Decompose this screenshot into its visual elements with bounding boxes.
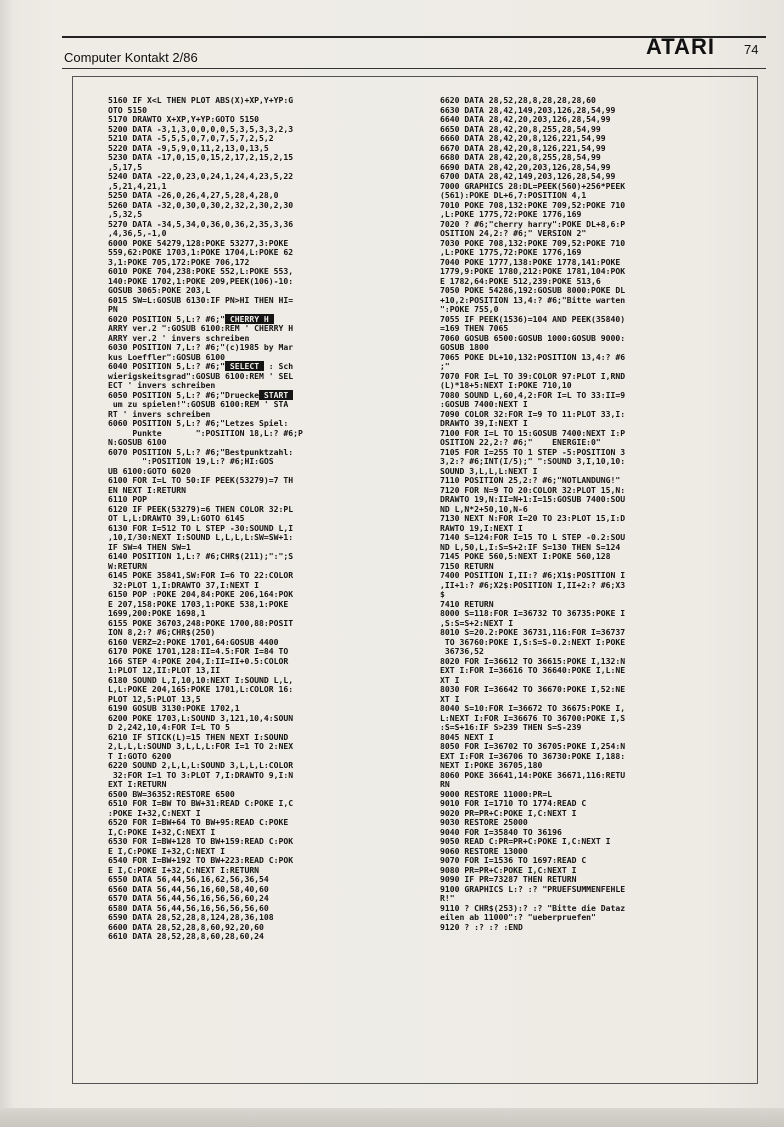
code-line: ND L,50,L,I:S=S+2:IF S=130 THEN S=124	[440, 541, 621, 552]
code-line: :POKE I+32,C:NEXT I	[108, 807, 201, 818]
brand-heading: ATARI	[646, 34, 715, 59]
code-line: E 207,158:POKE 1703,1:POKE 538,1:POKE	[108, 598, 289, 609]
code-line: PN	[108, 304, 118, 314]
code-line: 1699,200:POKE 1698,1	[108, 608, 206, 618]
code-line: 5160 IF X<L THEN PLOT ABS(X)+XP,Y+YP:G	[108, 95, 294, 105]
code-line: EXT I:FOR I=36616 TO 36640:POKE I,L:NE	[440, 665, 626, 675]
code-line: 6130 FOR I=512 TO L STEP -30:SOUND L,I	[108, 522, 294, 533]
code-line: eilen ab 11000":? "ueberpruefen"	[440, 912, 596, 922]
code-line: ,L:POKE 1775,72:POKE 1776,169	[440, 209, 582, 219]
code-line: 5210 DATA -5,5,5,0,7,0,7,5,7,2,5,2	[108, 133, 274, 143]
code-line: 7110 POSITION 25,2:? #6;"NOTLANDUNG!"	[440, 475, 621, 485]
code-line: 8040 S=10:FOR I=36672 TO 36675:POKE I,	[440, 703, 626, 713]
code-line: 8050 FOR I=36702 TO 36705:POKE I,254:N	[440, 741, 626, 751]
code-line: 6020 POSITION 5,L:? #6;" CHERRY H	[108, 313, 274, 324]
code-line: 5260 DATA -32,0,30,0,30,2,32,2,30,2,30	[108, 199, 294, 210]
code-line: NEXT I:POKE 36705,180	[440, 760, 543, 770]
code-line: 8020 FOR I=36612 TO 36615:POKE I,132:N	[440, 655, 626, 666]
code-line: EXT I:RETURN	[108, 779, 167, 789]
code-line: 6630 DATA 28,42,149,203,126,28,54,99	[440, 104, 616, 115]
code-line: ,10,I/30:NEXT I:SOUND L,L,L,L:SW=SW+1:	[108, 532, 294, 542]
code-line: OSITION 24,2:? #6;" VERSION 2"	[440, 228, 587, 238]
code-line: 6570 DATA 56,44,56,16,56,56,60,24	[108, 893, 269, 903]
code-line: 8000 S=118:FOR I=36732 TO 36735:POKE I	[440, 608, 626, 618]
code-line: 9110 ? CHR$(253):? :? "Bitte die Dataz	[440, 902, 626, 913]
code-line: I,C:POKE I+32,C:NEXT I	[108, 826, 216, 837]
code-line: $	[440, 589, 445, 599]
inverse-text: SELECT	[224, 361, 264, 371]
code-line: 6015 SW=L:GOSUB 6130:IF PN>HI THEN HI=	[108, 294, 294, 305]
code-line: 6100 FOR I=L TO 50:IF PEEK(53279)=7 TH	[108, 475, 294, 485]
code-line: 9050 READ C:PR=PR+C:POKE I,C:NEXT I	[440, 836, 611, 846]
code-line: 7090 COLOR 32:FOR I=9 TO 11:PLOT 33,I:	[440, 408, 626, 419]
code-line: OSITION 22,2:? #6;" ENERGIE:0"	[440, 437, 601, 447]
code-line: 32:FOR I=1 TO 3:PLOT 7,I:DRAWTO 9,I:N	[108, 769, 294, 780]
code-line: 7150 RETURN	[440, 560, 494, 571]
code-line: 9030 RESTORE 25000	[440, 817, 528, 827]
code-line: 1779,9:POKE 1780,212:POKE 1781,104:POK	[440, 266, 626, 276]
code-line: 6030 POSITION 7,L:? #6;"(c)1985 by Mar	[108, 342, 294, 352]
code-line: 6620 DATA 28,52,28,8,28,28,28,60	[440, 95, 596, 105]
code-line: 7145 POKE 560,5:NEXT I:POKE 560,128	[440, 551, 611, 561]
code-line: 6180 SOUND L,I,10,10:NEXT I:SOUND L,L,	[108, 674, 294, 685]
code-line: D 2,242,10,4:FOR I=L TO 5	[108, 722, 230, 732]
code-line: W:RETURN	[108, 560, 147, 571]
code-line: ,4,36,5,-1,0	[108, 228, 167, 238]
code-line: 6640 DATA 28,42,20,203,126,28,54,99	[440, 114, 611, 124]
code-line: 6150 POP :POKE 204,84:POKE 206,164:POK	[108, 589, 294, 599]
code-line: 6060 POSITION 5,L:? #6;"Letzes Spiel:	[108, 418, 289, 428]
code-line: 7130 NEXT N:FOR I=20 TO 23:PLOT 15,I:D	[440, 513, 626, 523]
code-line: 9090 IF PR=73287 THEN RETURN	[440, 874, 577, 884]
code-line: 5200 DATA -3,1,3,0,0,0,0,5,3,5,3,3,2,3	[108, 123, 294, 134]
code-line: ,5,32,5	[108, 209, 143, 219]
code-line: 6600 DATA 28,52,28,8,60,92,20,60	[108, 921, 264, 932]
code-line: 6680 DATA 28,42,20,8,255,28,54,99	[440, 152, 601, 162]
code-line: 6500 BW=36352:RESTORE 6500	[108, 788, 235, 799]
code-line: ,II+1:? #6;X2$:POSITION I,II+2:? #6;X3	[440, 579, 626, 590]
code-line: RAWTO 19,I:NEXT I	[440, 522, 523, 533]
code-line: (L)*18+5:NEXT I:POKE 710,10	[440, 380, 572, 390]
inverse-text: CHERRY H	[224, 313, 274, 324]
code-line: 166 STEP 4:POKE 204,I:II=II+0.5:COLOR	[108, 655, 289, 666]
code-line: EN NEXT I:RETURN	[108, 484, 186, 495]
code-line: 7040 POKE 1777,138:POKE 1778,141:POKE	[440, 256, 621, 267]
code-line: Punkte ":POSITION 18,L:? #6;P	[108, 427, 303, 438]
code-line: 6160 VERZ=2:POKE 1701,64:GOSUB 4400	[108, 636, 279, 647]
code-fragment: : Sch	[263, 361, 294, 371]
code-line: 5240 DATA -22,0,23,0,24,1,24,4,23,5,22	[108, 171, 294, 181]
code-line: 6700 DATA 28,42,149,203,126,28,54,99	[440, 171, 616, 181]
inverse-text: START	[259, 389, 294, 400]
code-line: 6540 FOR I=BW+192 TO BW+223:READ C:POK	[108, 855, 294, 865]
code-line: um zu spielen!":GOSUB 6100:REM ' STA	[108, 399, 289, 409]
code-line: 9080 PR=PR+C:POKE I,C:NEXT I	[440, 864, 577, 875]
code-line: 7410 RETURN	[440, 598, 494, 609]
header-under-rule	[62, 68, 766, 69]
code-line: :S=S+16:IF S>239 THEN S=S-239	[440, 722, 582, 732]
code-line: TO 36760:POKE I,S:S=S-0.2:NEXT I:POKE	[440, 636, 626, 647]
code-line: 6650 DATA 28,42,20,8,255,28,54,99	[440, 123, 601, 134]
code-line: 6155 POKE 36703,248:POKE 1700,88:POSIT	[108, 617, 294, 628]
code-line: 5170 DRAWTO X+XP,Y+YP:GOTO 5150	[108, 114, 260, 124]
code-line: 6040 POSITION 5,L:? #6;" SELECT : Sch	[108, 361, 294, 371]
code-line: 2,L,L,L:SOUND 3,L,L,L:FOR I=1 TO 2:NEX	[108, 741, 294, 751]
code-line: (561):POKE DL+6,7:POSITION 4,1	[440, 190, 587, 200]
code-line: wierigskeitsgrad":GOSUB 6100:REM ' SEL	[108, 370, 294, 381]
code-line: 3,2:? #6;INT(I/5);" ":SOUND 3,I,10,10:	[440, 456, 626, 466]
code-line: 6070 POSITION 5,L:? #6;"Bestpunktzahl:	[108, 446, 294, 457]
code-line: ARRY ver.2 ":GOSUB 6100:REM ' CHERRY H	[108, 323, 294, 333]
code-line: R!"	[440, 893, 455, 903]
code-line: 7020 ? #6;"cherry harry":POKE DL+8,6:P	[440, 218, 626, 229]
code-line: 7065 POKE DL+10,132:POSITION 13,4:? #6	[440, 351, 626, 362]
code-line: RN	[440, 779, 450, 789]
code-line: XT I	[440, 674, 460, 685]
code-line: ":POKE 755,0	[440, 304, 499, 314]
code-line: 6560 DATA 56,44,56,16,60,58,40,60	[108, 883, 269, 894]
code-line: 7100 FOR I=L TO 15:GOSUB 7400:NEXT I:P	[440, 427, 626, 438]
code-line: 1:PLOT 12,II:PLOT 13,II	[108, 665, 221, 675]
code-line: 8010 S=20.2:POKE 36731,116:FOR I=36737	[440, 627, 626, 637]
code-line: 6520 FOR I=BW+64 TO BW+95:READ C:POKE	[108, 817, 289, 827]
magazine-issue-title: Computer Kontakt 2/86	[64, 50, 198, 65]
code-line: 6050 POSITION 5,L:? #6;"Druecke START	[108, 389, 294, 400]
code-line: 9020 PR=PR+C:POKE I,C:NEXT I	[440, 807, 577, 818]
code-line: =169 THEN 7065	[440, 323, 509, 333]
code-line: 7060 GOSUB 6500:GOSUB 1000:GOSUB 9000:	[440, 332, 626, 343]
code-line: 7055 IF PEEK(1536)=104 AND PEEK(35840)	[440, 313, 626, 324]
code-line: 140:POKE 1702,1:POKE 209,PEEK(106)-10:	[108, 275, 294, 286]
code-line: 5270 DATA -34,5,34,0,36,0,36,2,35,3,36	[108, 218, 294, 229]
code-line: 9120 ? :? :? :END	[440, 921, 523, 932]
code-line: 6145 POKE 35841,SW:FOR I=6 TO 22:COLOR	[108, 570, 294, 580]
code-line: 6140 POSITION 1,L:? #6;CHR$(211);":";S	[108, 551, 294, 561]
code-line: 7400 POSITION I,II:? #6;X1$:POSITION I	[440, 570, 626, 580]
code-line: ND L,N*2+50,10,N-6	[440, 503, 528, 514]
code-line: GOSUB 3065:POKE 203,L	[108, 285, 211, 295]
code-line: XT I	[440, 693, 460, 704]
code-line: 7070 FOR I=L TO 39:COLOR 97:PLOT I,RND	[440, 370, 626, 381]
code-line: ":POSITION 19,L:? #6;HI:GOS	[108, 456, 274, 466]
code-line: OT L,L:DRAWTO 39,L:GOTO 6145	[108, 513, 245, 523]
code-line: N:GOSUB 6100	[108, 437, 167, 447]
code-line: EXT I:FOR I=36706 TO 36730:POKE I,188:	[440, 750, 626, 761]
code-line: 9040 FOR I=35840 TO 36196	[440, 826, 562, 837]
code-line: 6110 POP	[108, 494, 147, 504]
code-line: 5230 DATA -17,0,15,0,15,2,17,2,15,2,15	[108, 152, 294, 162]
code-line: 8045 NEXT I	[440, 731, 494, 742]
code-line: 6190 GOSUB 3130:POKE 1702,1	[108, 703, 240, 713]
code-line: OTO 5150	[108, 104, 147, 115]
code-line: 6510 FOR I=BW TO BW+31:READ C:POKE I,C	[108, 798, 294, 808]
code-line: PLOT 12,5:PLOT 13,5	[108, 693, 201, 704]
code-line: 5220 DATA -9,5,9,0,11,2,13,0,13,5	[108, 142, 269, 153]
code-line: E I,C:POKE I+32,C:NEXT I	[108, 845, 225, 856]
code-line: SOUND 3,L,L,L:NEXT I	[440, 465, 538, 476]
code-line: 3,1:POKE 705,172:POKE 706,172	[108, 256, 250, 267]
code-line: 7010 POKE 708,132:POKE 709,52:POKE 710	[440, 199, 626, 210]
code-line: 7000 GRAPHICS 28:DL=PEEK(560)+256*PEEK	[440, 180, 626, 191]
code-line: kus Loeffler":GOSUB 6100	[108, 351, 225, 362]
code-line: 7030 POKE 708,132:POKE 709,52:POKE 710	[440, 237, 626, 248]
code-line: 6610 DATA 28,52,28,8,60,28,60,24	[108, 931, 264, 941]
code-line: ,S:S=S+2:NEXT I	[440, 617, 514, 628]
code-line: 6210 IF STICK(L)=15 THEN NEXT I:SOUND	[108, 731, 289, 742]
code-line: 6010 POKE 704,238:POKE 552,L:POKE 553,	[108, 266, 294, 276]
page-number: 74	[744, 42, 759, 57]
code-line: L,L:POKE 204,165:POKE 1701,L:COLOR 16:	[108, 684, 294, 694]
code-line: RT ' invers schreiben	[108, 408, 211, 419]
code-line: 7105 FOR I=255 TO 1 STEP -5:POSITION 3	[440, 446, 626, 457]
code-line: 6170 POKE 1701,128:II=4.5:FOR I=84 TO	[108, 646, 289, 656]
code-line: +10,2:POSITION 13,4:? #6;"Bitte warten	[440, 294, 626, 305]
code-line: 7140 S=124:FOR I=15 TO L STEP -0.2:SOU	[440, 532, 626, 542]
code-line: 9060 RESTORE 13000	[440, 845, 528, 856]
code-line: ;"	[440, 361, 450, 371]
code-line: IF SW=4 THEN SW=1	[108, 541, 191, 552]
code-line: E I,C:POKE I+32,C:NEXT I:RETURN	[108, 864, 260, 875]
code-line: 9010 FOR I=1710 TO 1774:READ C	[440, 798, 587, 808]
code-line: 36736,52	[440, 646, 484, 656]
code-line: 6580 DATA 56,44,56,16,56,56,56,60	[108, 902, 269, 913]
code-line: 559,62:POKE 1703,1:POKE 1704,L:POKE 62	[108, 247, 294, 257]
code-line: 9000 RESTORE 11000:PR=L	[440, 788, 553, 799]
code-line: 7120 FOR N=9 TO 20:COLOR 32:PLOT 15,N:	[440, 484, 626, 495]
code-line: 6590 DATA 28,52,28,8,124,28,36,108	[108, 912, 274, 922]
code-line: 6530 FOR I=BW+128 TO BW+159:READ C:POK	[108, 836, 294, 846]
code-line: 7050 POKE 54286,192:GOSUB 8000:POKE DL	[440, 285, 626, 295]
code-line: DRAWTO 39,I:NEXT I	[440, 418, 528, 428]
code-line: 8030 FOR I=36642 TO 36670:POKE I,52:NE	[440, 684, 626, 694]
code-line: GOSUB 1800	[440, 342, 489, 352]
page-bottom-edge	[0, 1108, 784, 1127]
code-line: T I:GOTO 6200	[108, 750, 172, 761]
code-line: ION 8,2:? #6;CHR$(250)	[108, 627, 216, 637]
code-line: 9100 GRAPHICS L:? :? "PRUEFSUMMENFEHLE	[440, 883, 626, 894]
code-line: ,L:POKE 1775,72:POKE 1776,169	[440, 247, 582, 257]
code-line: ECT ' invers schreiben	[108, 380, 216, 390]
code-line: E 1782,64:POKE 512,239:POKE 513,6	[440, 275, 601, 286]
code-line: 5250 DATA -26,0,26,4,27,5,28,4,28,0	[108, 190, 279, 200]
code-line: 6670 DATA 28,42,20,8,126,221,54,99	[440, 142, 606, 153]
listing-left-column	[108, 96, 364, 942]
code-line: 6220 SOUND 2,L,L,L:SOUND 3,L,L,L:COLOR	[108, 760, 294, 770]
code-line: ,5,17,5	[108, 161, 143, 172]
code-line: L:NEXT I:FOR I=36676 TO 36700:POKE I,S	[440, 712, 626, 723]
code-line: UB 6100:GOTO 6020	[108, 465, 191, 476]
code-line: 7080 SOUND L,60,4,2:FOR I=L TO 33:II=9	[440, 389, 626, 400]
code-line: :GOSUB 7400:NEXT I	[440, 399, 528, 409]
listing-right-column	[440, 96, 740, 932]
code-line: 9070 FOR I=1536 TO 1697:READ C	[440, 855, 587, 865]
code-line: 6120 IF PEEK(53279)=6 THEN COLOR 32:PL	[108, 503, 294, 514]
code-line: ARRY ver.2 ' invers schreiben	[108, 332, 250, 343]
code-line: 32:PLOT 1,I:DRAWTO 37,I:NEXT I	[108, 579, 260, 590]
code-line: 6000 POKE 54279,128:POKE 53277,3:POKE	[108, 237, 289, 248]
code-line: 6200 POKE 1703,L:SOUND 3,121,10,4:SOUN	[108, 712, 294, 723]
code-line: 6660 DATA 28,42,20,8,126,221,54,99	[440, 133, 606, 143]
code-line: 6690 DATA 28,42,20,203,126,28,54,99	[440, 161, 611, 172]
code-line: 6550 DATA 56,44,56,16,62,56,36,54	[108, 874, 269, 884]
code-line: ,5,21,4,21,1	[108, 180, 167, 191]
code-line: DRAWTO 19,N:II=N+1:I=15:GOSUB 7400:SOU	[440, 494, 626, 504]
code-line: 8060 POKE 36641,14:POKE 36671,116:RETU	[440, 769, 626, 780]
